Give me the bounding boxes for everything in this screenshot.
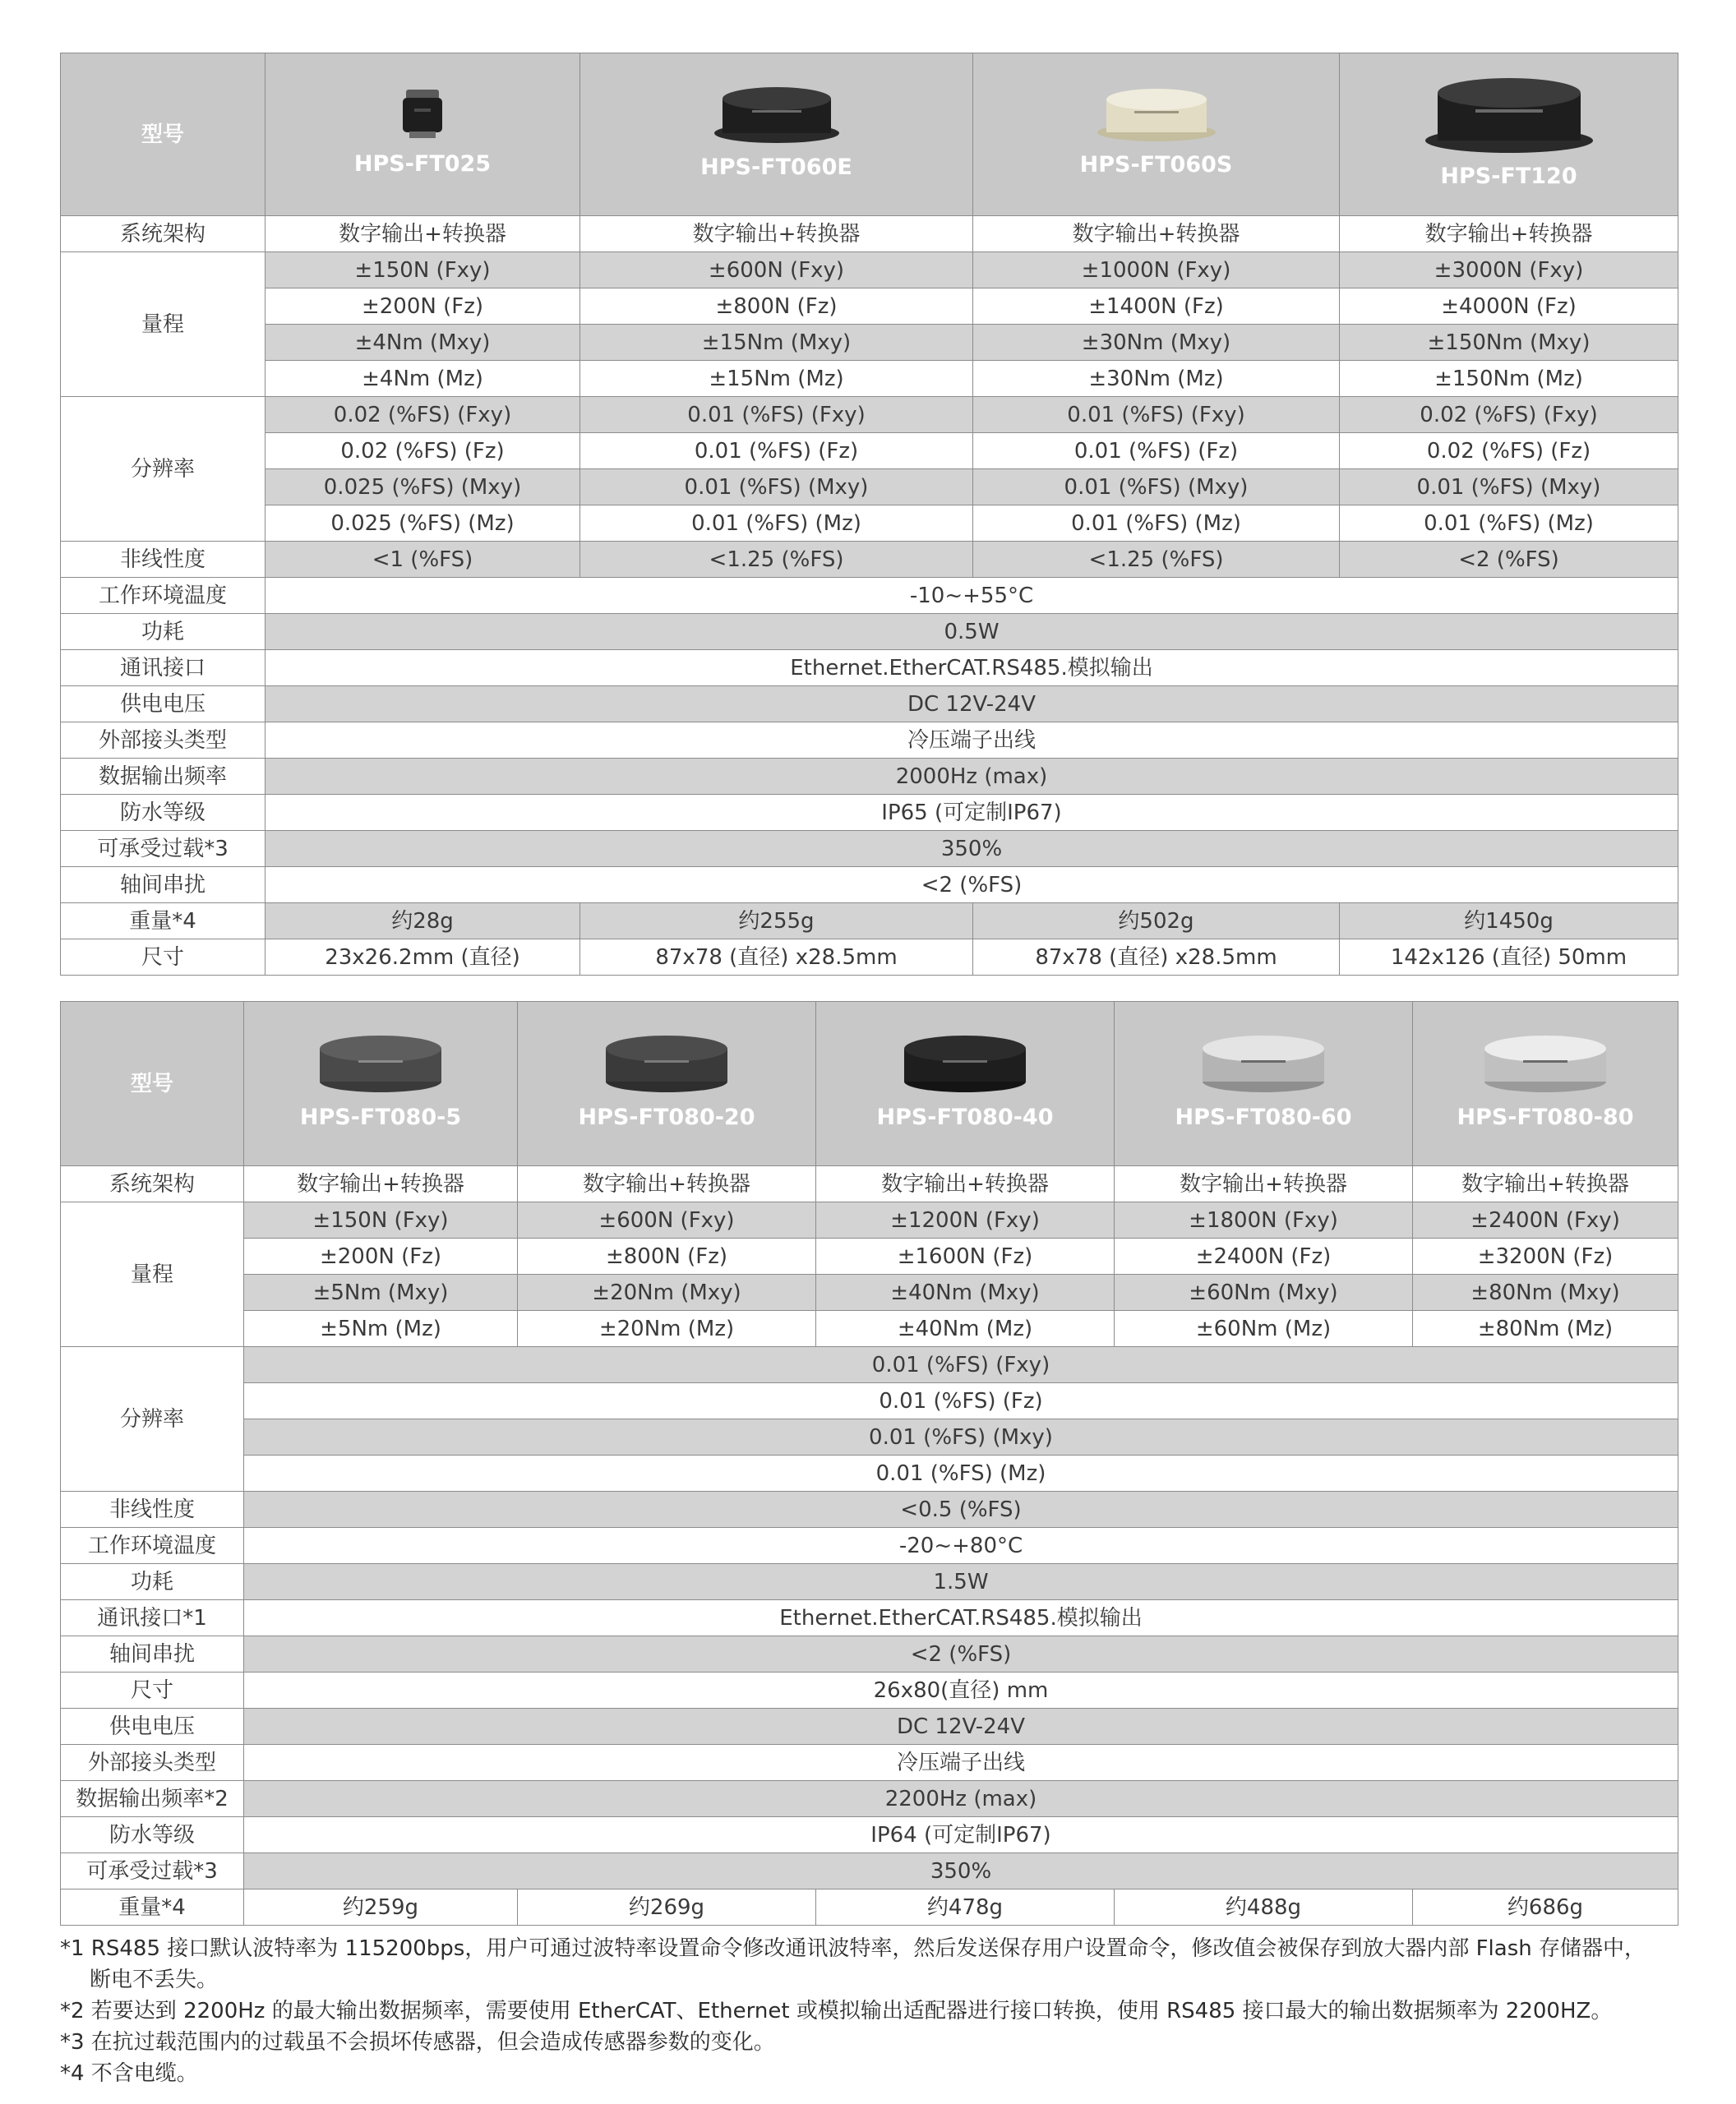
row-range <box>61 1202 1678 1239</box>
footnote: *1 RS485 接口默认波特率为 115200bps，用户可通过波特率设置命令修改通讯波特率，然后发送保存用户设置命令，修改值会被保存到放大器内部 Flash 存储器中， <box>60 1936 1646 1961</box>
cell: ±40Nm (Mz) <box>816 1311 1115 1347</box>
cell: ±200N (Fz) <box>244 1239 518 1275</box>
cell: ±200N (Fz) <box>265 288 580 325</box>
row-label: 供电电压 <box>61 1709 244 1745</box>
cell: <1.25 (%FS) <box>580 542 973 578</box>
model-cell <box>1340 53 1678 216</box>
cell: 0.01 (%FS) (Fxy) <box>973 397 1340 433</box>
header-row <box>61 1002 1678 1166</box>
footnotes <box>60 1933 1696 2089</box>
cell: 数字输出+转换器 <box>1340 216 1678 252</box>
cell: ±30Nm (Mz) <box>973 361 1340 397</box>
cell: 0.01 (%FS) (Mxy) <box>580 469 973 505</box>
row-label: 重量*4 <box>61 1889 244 1926</box>
model-cell <box>816 1002 1115 1166</box>
row-temperature <box>61 1528 1678 1564</box>
row-frequency <box>61 1781 1678 1817</box>
model-header-label: 型号 <box>61 1002 244 1166</box>
cell: 约686g <box>1413 1889 1678 1926</box>
model-name: HPS-FT080-20 <box>578 1105 755 1130</box>
row-label: 系统架构 <box>61 1166 244 1202</box>
cell: ±4000N (Fz) <box>1340 288 1678 325</box>
row-label: 工作环境温度 <box>61 578 265 614</box>
product-image-silver-gold-sensor-disc <box>1095 85 1218 144</box>
row-label: 数据输出频率 <box>61 759 265 795</box>
row-frequency <box>61 759 1678 795</box>
model-name: HPS-FT080-40 <box>876 1105 1054 1130</box>
cell: 数字输出+转换器 <box>244 1166 518 1202</box>
cell: ±150Nm (Mxy) <box>1340 325 1678 361</box>
row-size <box>61 939 1678 976</box>
cell: ±1400N (Fz) <box>973 288 1340 325</box>
row-resolution <box>61 433 1678 469</box>
model-name: HPS-FT080-5 <box>299 1105 462 1130</box>
row-label: 非线性度 <box>61 1492 244 1528</box>
row-size <box>61 1673 1678 1709</box>
model-cell <box>518 1002 816 1166</box>
cell: 0.01 (%FS) (Mxy) <box>973 469 1340 505</box>
model-cell <box>1115 1002 1413 1166</box>
product-image-black-sensor-disc <box>711 82 843 146</box>
product-image-black-sensor-large <box>1423 73 1595 155</box>
row-label: 通讯接口 <box>61 650 265 686</box>
cell: 142x126 (直径) 50mm <box>1340 939 1678 976</box>
cell: 2200Hz (max) <box>244 1781 1678 1817</box>
row-label: 防水等级 <box>61 795 265 831</box>
cell: 0.02 (%FS) (Fxy) <box>265 397 580 433</box>
row-weight <box>61 1889 1678 1926</box>
row-connector <box>61 722 1678 759</box>
cell: 约269g <box>518 1889 816 1926</box>
cell: 数字输出+转换器 <box>1413 1166 1678 1202</box>
cell: Ethernet.EtherCAT.RS485.模拟输出 <box>244 1600 1678 1636</box>
model-name: HPS-FT080-60 <box>1175 1105 1352 1130</box>
model-name: HPS-FT120 <box>1440 164 1577 189</box>
cell: 数字输出+转换器 <box>580 216 973 252</box>
row-interface <box>61 1600 1678 1636</box>
cell: ±1800N (Fxy) <box>1115 1202 1413 1239</box>
row-voltage <box>61 686 1678 722</box>
cell: 350% <box>265 831 1678 867</box>
cell: ±80Nm (Mxy) <box>1413 1275 1678 1311</box>
cell: ±15Nm (Mxy) <box>580 325 973 361</box>
cell: 0.01 (%FS) (Mz) <box>1340 505 1678 542</box>
row-label: 分辨率 <box>61 397 265 542</box>
cell: ±15Nm (Mz) <box>580 361 973 397</box>
cell: ±4Nm (Mxy) <box>265 325 580 361</box>
cell: 87x78 (直径) x28.5mm <box>973 939 1340 976</box>
cell: ±60Nm (Mz) <box>1115 1311 1413 1347</box>
row-label: 功耗 <box>61 1564 244 1600</box>
model-name: HPS-FT025 <box>353 151 492 177</box>
cell: ±2400N (Fxy) <box>1413 1202 1678 1239</box>
row-range <box>61 252 1678 288</box>
row-overload <box>61 1853 1678 1889</box>
cell: ±150Nm (Mz) <box>1340 361 1678 397</box>
row-resolution <box>61 1347 1678 1383</box>
row-label: 供电电压 <box>61 686 265 722</box>
cell: DC 12V-24V <box>265 686 1678 722</box>
cell: 冷压端子出线 <box>265 722 1678 759</box>
cell: 23x26.2mm (直径) <box>265 939 580 976</box>
row-label: 外部接头类型 <box>61 1745 244 1781</box>
row-resolution <box>61 1456 1678 1492</box>
row-weight <box>61 903 1678 939</box>
cell: 2000Hz (max) <box>265 759 1678 795</box>
product-image-black-sensor-disc <box>902 1031 1028 1096</box>
cell: ±40Nm (Mxy) <box>816 1275 1115 1311</box>
cell: ±80Nm (Mz) <box>1413 1311 1678 1347</box>
spec-table-2 <box>60 1001 1678 1926</box>
cell: ±600N (Fxy) <box>580 252 973 288</box>
cell: ±2400N (Fz) <box>1115 1239 1413 1275</box>
cell: ±1000N (Fxy) <box>973 252 1340 288</box>
cell: 约1450g <box>1340 903 1678 939</box>
model-header-label: 型号 <box>61 53 265 216</box>
cell: 约488g <box>1115 1889 1413 1926</box>
row-range <box>61 325 1678 361</box>
row-label: 防水等级 <box>61 1817 244 1853</box>
cell: 0.025 (%FS) (Mz) <box>265 505 580 542</box>
cell: 0.01 (%FS) (Mxy) <box>1340 469 1678 505</box>
row-resolution <box>61 397 1678 433</box>
model-name: HPS-FT060S <box>1079 152 1233 178</box>
row-label: 外部接头类型 <box>61 722 265 759</box>
cell: ±20Nm (Mxy) <box>518 1275 816 1311</box>
row-label: 尺寸 <box>61 939 265 976</box>
row-resolution <box>61 469 1678 505</box>
cell: 0.025 (%FS) (Mxy) <box>265 469 580 505</box>
row-power <box>61 614 1678 650</box>
cell: ±1600N (Fz) <box>816 1239 1115 1275</box>
cell: IP64 (可定制IP67) <box>244 1817 1678 1853</box>
product-image-dark-sensor-disc <box>603 1031 730 1096</box>
row-resolution <box>61 1419 1678 1456</box>
row-label: 可承受过载*3 <box>61 1853 244 1889</box>
row-range <box>61 361 1678 397</box>
cell: 数字输出+转换器 <box>1115 1166 1413 1202</box>
row-label: 通讯接口*1 <box>61 1600 244 1636</box>
cell: 约259g <box>244 1889 518 1926</box>
row-crosstalk <box>61 867 1678 903</box>
product-image-dark-gray-sensor-disc <box>317 1031 444 1096</box>
cell: ±20Nm (Mz) <box>518 1311 816 1347</box>
row-label: 工作环境温度 <box>61 1528 244 1564</box>
cell: ±800N (Fz) <box>580 288 973 325</box>
cell: 0.02 (%FS) (Fz) <box>1340 433 1678 469</box>
cell: ±5Nm (Mxy) <box>244 1275 518 1311</box>
row-power <box>61 1564 1678 1600</box>
product-image-black-sensor-small <box>398 85 447 143</box>
cell: 0.02 (%FS) (Fz) <box>265 433 580 469</box>
cell: ±1200N (Fxy) <box>816 1202 1115 1239</box>
cell: ±3200N (Fz) <box>1413 1239 1678 1275</box>
cell: 约502g <box>973 903 1340 939</box>
cell: 0.01 (%FS) (Fxy) <box>580 397 973 433</box>
cell: DC 12V-24V <box>244 1709 1678 1745</box>
cell: 约255g <box>580 903 973 939</box>
row-label: 非线性度 <box>61 542 265 578</box>
cell: 0.01 (%FS) (Fz) <box>244 1383 1678 1419</box>
cell: ±150N (Fxy) <box>265 252 580 288</box>
row-label: 轴间串扰 <box>61 867 265 903</box>
row-label: 重量*4 <box>61 903 265 939</box>
cell: 0.01 (%FS) (Fxy) <box>244 1347 1678 1383</box>
cell: 0.01 (%FS) (Mz) <box>244 1456 1678 1492</box>
cell: 约28g <box>265 903 580 939</box>
cell: ±600N (Fxy) <box>518 1202 816 1239</box>
cell: 数字输出+转换器 <box>518 1166 816 1202</box>
cell: ±150N (Fxy) <box>244 1202 518 1239</box>
cell: <2 (%FS) <box>244 1636 1678 1673</box>
row-nonlinearity <box>61 542 1678 578</box>
product-image-silver-sensor-disc-bright <box>1482 1031 1609 1096</box>
row-temperature <box>61 578 1678 614</box>
spec-table-1 <box>60 53 1678 976</box>
row-waterproof <box>61 1817 1678 1853</box>
footnote: *3 在抗过载范围内的过载虽不会损坏传感器，但会造成传感器参数的变化。 <box>60 2030 775 2055</box>
cell: IP65 (可定制IP67) <box>265 795 1678 831</box>
cell: 0.01 (%FS) (Fz) <box>973 433 1340 469</box>
row-resolution <box>61 1383 1678 1419</box>
header-row <box>61 53 1678 216</box>
model-cell <box>244 1002 518 1166</box>
row-range <box>61 1275 1678 1311</box>
model-cell <box>973 53 1340 216</box>
cell: 数字输出+转换器 <box>973 216 1340 252</box>
cell: -20~+80°C <box>244 1528 1678 1564</box>
row-resolution <box>61 505 1678 542</box>
row-architecture <box>61 216 1678 252</box>
cell: <0.5 (%FS) <box>244 1492 1678 1528</box>
row-range <box>61 1311 1678 1347</box>
product-image-silver-sensor-disc <box>1200 1031 1327 1096</box>
model-name: HPS-FT060E <box>700 155 852 180</box>
model-cell <box>580 53 973 216</box>
row-label: 功耗 <box>61 614 265 650</box>
cell: 0.01 (%FS) (Fz) <box>580 433 973 469</box>
row-waterproof <box>61 795 1678 831</box>
cell: ±30Nm (Mxy) <box>973 325 1340 361</box>
cell: Ethernet.EtherCAT.RS485.模拟输出 <box>265 650 1678 686</box>
cell: 350% <box>244 1853 1678 1889</box>
cell: 1.5W <box>244 1564 1678 1600</box>
cell: ±4Nm (Mz) <box>265 361 580 397</box>
model-cell <box>265 53 580 216</box>
row-label: 尺寸 <box>61 1673 244 1709</box>
cell: -10~+55°C <box>265 578 1678 614</box>
row-label: 数据输出频率*2 <box>61 1781 244 1817</box>
cell: <1 (%FS) <box>265 542 580 578</box>
cell: <2 (%FS) <box>265 867 1678 903</box>
cell: 0.02 (%FS) (Fxy) <box>1340 397 1678 433</box>
cell: ±60Nm (Mxy) <box>1115 1275 1413 1311</box>
cell: 0.01 (%FS) (Mxy) <box>244 1419 1678 1456</box>
model-name: HPS-FT080-80 <box>1457 1105 1634 1130</box>
cell: 26x80(直径) mm <box>244 1673 1678 1709</box>
row-label: 可承受过载*3 <box>61 831 265 867</box>
row-interface <box>61 650 1678 686</box>
row-label: 分辨率 <box>61 1347 244 1492</box>
row-label: 系统架构 <box>61 216 265 252</box>
cell: ±5Nm (Mz) <box>244 1311 518 1347</box>
footnote: *2 若要达到 2200Hz 的最大输出数据频率，需要使用 EtherCAT、Ethernet 或模拟输出适配器进行接口转换，使用 RS485 接口最大的输出数据频率为 2200HZ。 <box>60 1999 1613 2023</box>
cell: 0.01 (%FS) (Mz) <box>973 505 1340 542</box>
cell: 87x78 (直径) x28.5mm <box>580 939 973 976</box>
footnote-continuation: 断电不丢失。 <box>90 1968 219 1992</box>
cell: 0.5W <box>265 614 1678 650</box>
cell: 0.01 (%FS) (Mz) <box>580 505 973 542</box>
cell: 约478g <box>816 1889 1115 1926</box>
row-label: 量程 <box>61 1202 244 1347</box>
cell: 数字输出+转换器 <box>265 216 580 252</box>
row-voltage <box>61 1709 1678 1745</box>
cell: 数字输出+转换器 <box>816 1166 1115 1202</box>
row-label: 量程 <box>61 252 265 397</box>
cell: <2 (%FS) <box>1340 542 1678 578</box>
row-nonlinearity <box>61 1492 1678 1528</box>
cell: <1.25 (%FS) <box>973 542 1340 578</box>
row-label: 轴间串扰 <box>61 1636 244 1673</box>
row-crosstalk <box>61 1636 1678 1673</box>
cell: ±800N (Fz) <box>518 1239 816 1275</box>
row-range <box>61 1239 1678 1275</box>
cell: ±3000N (Fxy) <box>1340 252 1678 288</box>
footnote: *4 不含电缆。 <box>60 2061 198 2086</box>
model-cell <box>1413 1002 1678 1166</box>
row-connector <box>61 1745 1678 1781</box>
cell: 冷压端子出线 <box>244 1745 1678 1781</box>
row-architecture <box>61 1166 1678 1202</box>
row-overload <box>61 831 1678 867</box>
row-range <box>61 288 1678 325</box>
